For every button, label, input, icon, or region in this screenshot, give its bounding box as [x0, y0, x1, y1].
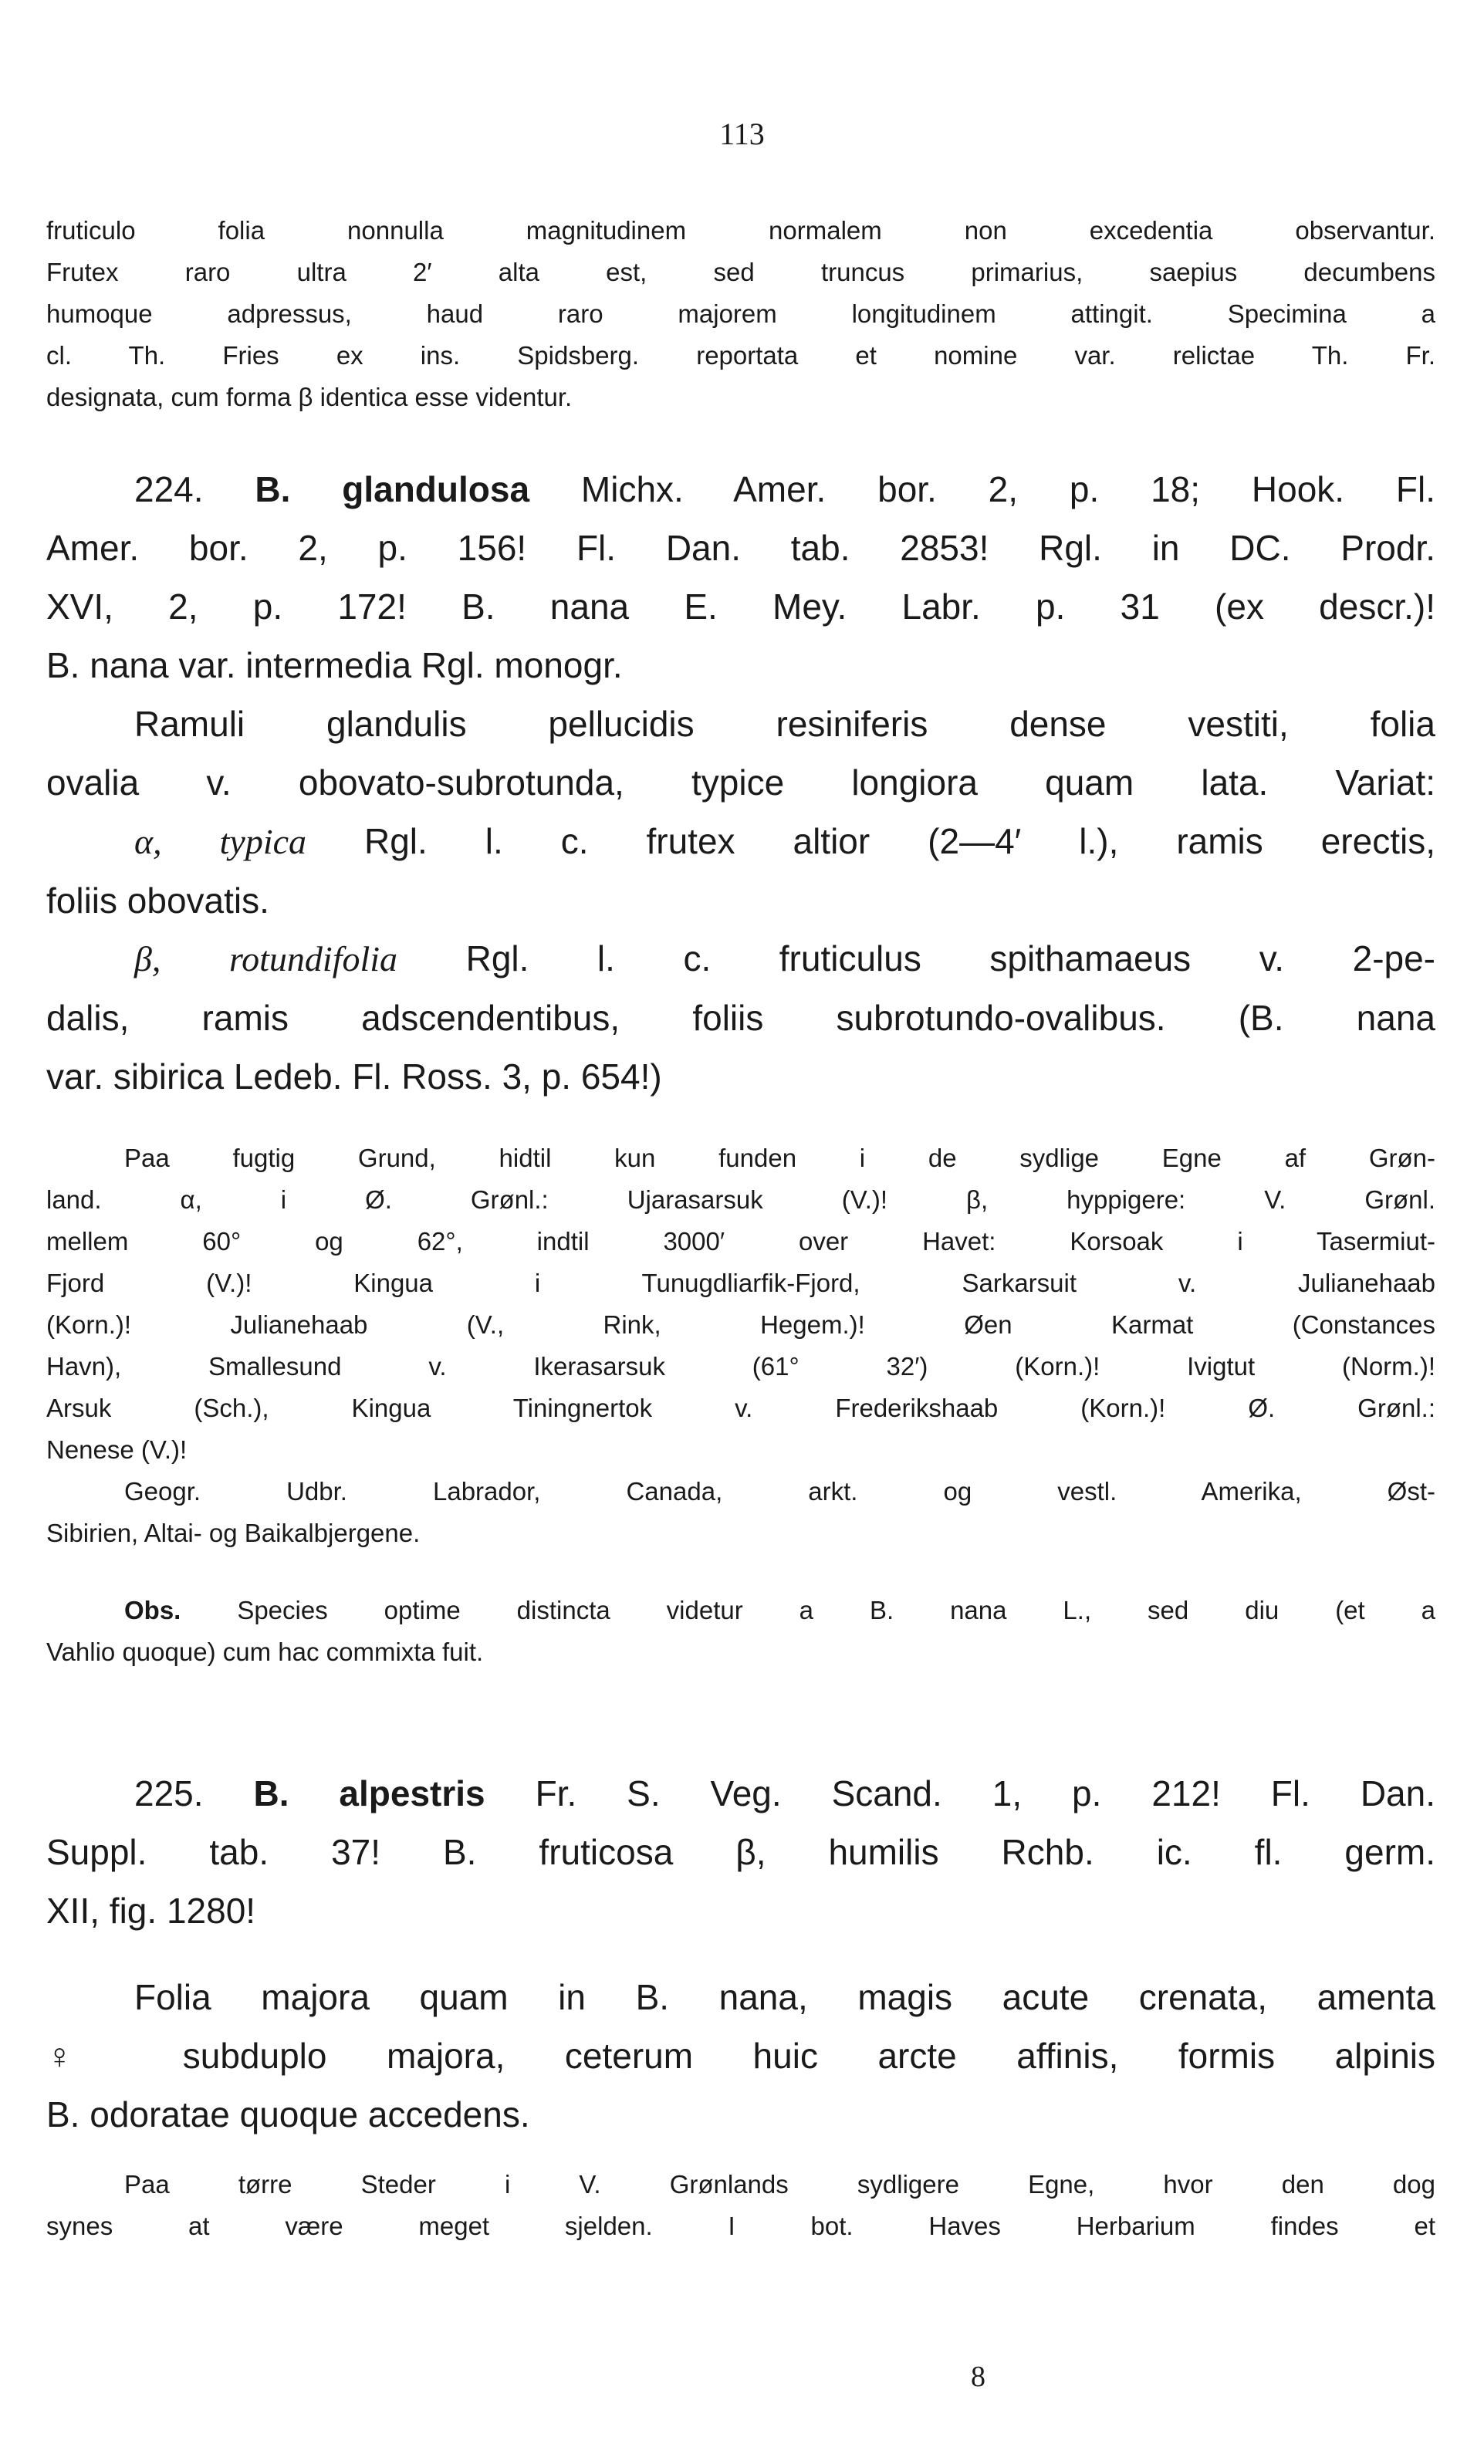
- text-line: ♀ subduplo majora, ceterum huic arcte affinis, formis alpinis: [46, 2036, 1435, 2076]
- entry-225-description: [46, 1968, 1435, 2144]
- text-line: B. nana var. intermedia Rgl. monogr.: [46, 645, 623, 685]
- text-line: humoque adpressus, haud raro majorem longitudinem attingit. Specimina a: [46, 299, 1435, 328]
- text-line: cl. Th. Fries ex ins. Spidsberg. reportata et nomine var. relictae Th. Fr.: [46, 341, 1435, 370]
- entry-225-species-name: B. alpestris: [253, 1773, 485, 1813]
- entry-224-first-line: [46, 460, 1435, 519]
- text-line: land. α, i Ø. Grønl.: Ujarasarsuk (V.)! β, hyppigere: V. Grønl.: [46, 1185, 1435, 1214]
- text-line: Paa tørre Steder i V. Grønlands sydligere Egne, hvor den dog: [124, 2170, 1435, 2199]
- variety-beta-text: Rgl. l. c. fruticulus spithamaeus v. 2-pe-: [465, 938, 1435, 979]
- entry-224-observation: [46, 1590, 1435, 1673]
- text-line: fruticulo folia nonnulla magnitudinem normalem non excedentia observantur.: [46, 216, 1435, 245]
- text-line: var. sibirica Ledeb. Fl. Ross. 3, p. 654!): [46, 1056, 662, 1097]
- variety-alpha-line: [46, 812, 1435, 871]
- entry-224-species-name: B. glandulosa: [255, 469, 530, 509]
- entry-224-number: 224.: [134, 469, 204, 509]
- intro-paragraph: [46, 210, 1435, 418]
- text-line: Folia majora quam in B. nana, magis acute crenata, amenta: [134, 1977, 1435, 2017]
- text-line: B. odoratae quoque accedens.: [46, 2094, 530, 2134]
- text-line: Frutex raro ultra 2′ alta est, sed truncus primarius, saepius decumbens: [46, 258, 1435, 286]
- text-line: (Korn.)! Julianehaab (V., Rink, Hegem.)! Øen Karmat (Constances: [46, 1310, 1435, 1339]
- text-line: Havn), Smallesund v. Ikerasarsuk (61° 32′) (Korn.)! Ivigtut (Norm.)!: [46, 1352, 1435, 1381]
- text-line: ovalia v. obovato-subrotunda, typice longiora quam lata. Variat:: [46, 762, 1435, 803]
- entry-225-heading: [46, 1764, 1435, 1940]
- entry-224-citation: Michx. Amer. bor. 2, p. 18; Hook. Fl.: [580, 469, 1436, 509]
- entry-224-habitat: [46, 1137, 1435, 1471]
- text-line: Geogr. Udbr. Labrador, Canada, arkt. og vestl. Amerika, Øst-: [124, 1477, 1435, 1506]
- text-line: XII, fig. 1280!: [46, 1891, 256, 1931]
- text-line: dalis, ramis adscendentibus, foliis subrotundo-ovalibus. (B. nana: [46, 998, 1435, 1038]
- variety-alpha: [46, 812, 1435, 930]
- text-line: Sibirien, Altai- og Baikalbjergene.: [46, 1519, 421, 1547]
- entry-225-first-line: [46, 1764, 1435, 1823]
- obs-line: [46, 1590, 1435, 1631]
- entry-225-habitat: [46, 2164, 1435, 2247]
- obs-label: Obs.: [124, 1596, 181, 1624]
- variety-beta-line: [46, 929, 1435, 989]
- text-line: foliis obovatis.: [46, 880, 269, 921]
- entry-224-geography: [46, 1471, 1435, 1554]
- text-line: synes at være meget sjelden. I bot. Haves Herbarium findes et: [46, 2212, 1435, 2240]
- variety-beta-symbol: β,: [134, 939, 161, 979]
- text-line: Paa fugtig Grund, hidtil kun funden i de sydlige Egne af Grøn-: [124, 1144, 1435, 1172]
- signature-mark: 8: [971, 2361, 985, 2393]
- text-line: XVI, 2, p. 172! B. nana E. Mey. Labr. p. 31 (ex descr.)!: [46, 586, 1435, 627]
- text-line: Arsuk (Sch.), Kingua Tiningnertok v. Frederikshaab (Korn.)! Ø. Grønl.:: [46, 1394, 1435, 1422]
- entry-225-citation: Fr. S. Veg. Scand. 1, p. 212! Fl. Dan.: [535, 1773, 1435, 1813]
- variety-alpha-name: typica: [219, 822, 307, 861]
- text-line: Fjord (V.)! Kingua i Tunugdliarfik-Fjord, Sarkarsuit v. Julianehaab: [46, 1269, 1435, 1297]
- variety-beta: [46, 929, 1435, 1106]
- page-number: 113: [719, 117, 765, 151]
- text-line: Ramuli glandulis pellucidis resiniferis dense vestiti, folia: [134, 704, 1435, 744]
- text-line: Suppl. tab. 37! B. fruticosa β, humilis Rchb. ic. fl. germ.: [46, 1832, 1435, 1872]
- obs-text: Species optime distincta videtur a B. nana L., sed diu (et a: [237, 1596, 1436, 1624]
- text-line: Vahlio quoque) cum hac commixta fuit.: [46, 1638, 484, 1666]
- text-line: designata, cum forma β identica esse videntur.: [46, 383, 573, 411]
- variety-alpha-text: Rgl. l. c. frutex altior (2—4′ l.), ramis erectis,: [364, 821, 1435, 861]
- text-line: Nenese (V.)!: [46, 1435, 188, 1464]
- text-line: mellem 60° og 62°, indtil 3000′ over Havet: Korsoak i Tasermiut-: [46, 1227, 1435, 1256]
- entry-224-description: [46, 695, 1435, 812]
- variety-alpha-symbol: α,: [134, 822, 162, 861]
- entry-224-heading: [46, 460, 1435, 695]
- entry-225-number: 225.: [134, 1773, 204, 1813]
- text-line: Amer. bor. 2, p. 156! Fl. Dan. tab. 2853! Rgl. in DC. Prodr.: [46, 528, 1435, 568]
- variety-beta-name: rotundifolia: [228, 939, 398, 979]
